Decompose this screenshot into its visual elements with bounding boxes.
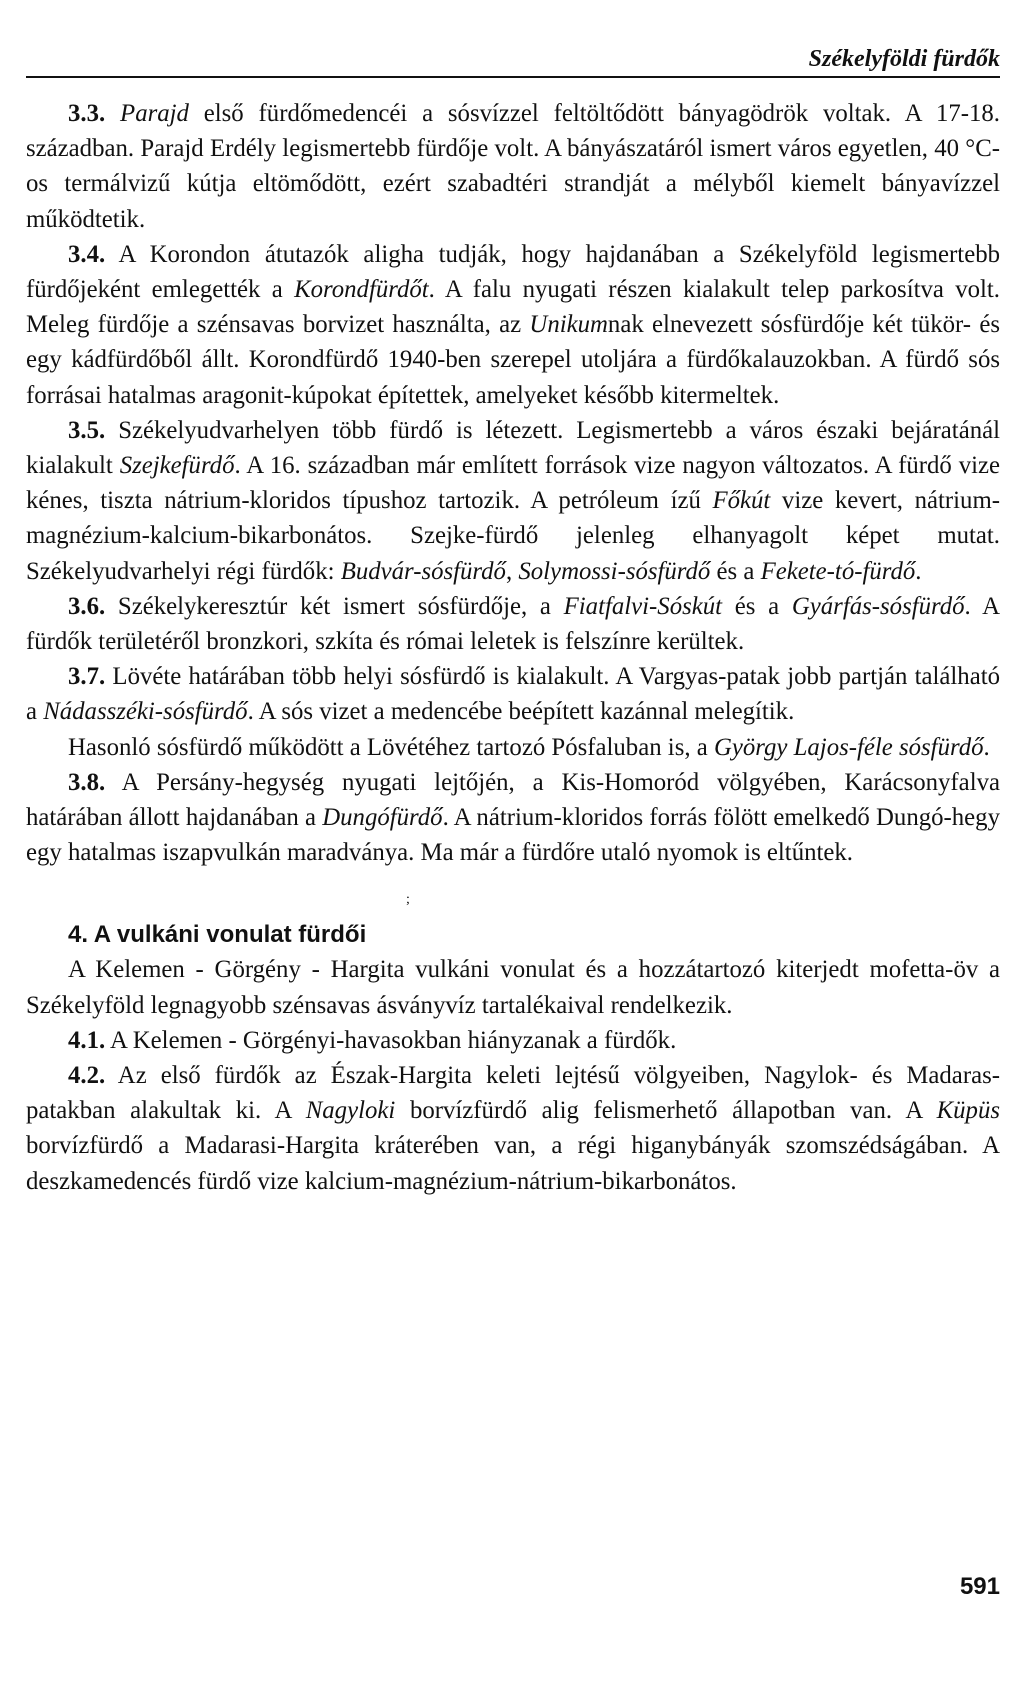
text-run: borvízfürdő alig felismerhető állapotban van. A [395,1097,937,1125]
running-title: Székelyföldi fürdők [808,46,1000,72]
italic-term: Gyárfás-sósfürdő [791,592,965,620]
stray-mark-glyph: ; [406,892,410,908]
text-run: Hasonló sósfürdő működött a Lövétéhez tartozó Pósfaluban is, a [68,733,714,761]
paragraph-number: 3.8. [68,768,106,796]
italic-term: Budvár-sósfürdő [340,557,506,585]
paragraph [26,1058,1000,1199]
paragraph-number: 3.5. [68,416,106,444]
italic-term: Fiatfalvi-Sóskút [563,592,723,620]
paragraph [26,413,1000,589]
italic-term: Főkút [712,487,771,515]
paragraph [26,765,1000,871]
text-run: . A 16. században már említett források vize nagyon változatos. A fürdő vize kénes, tiszta nátrium-kloridos típushoz tartozik. A petróleum ízű [26,452,1001,515]
paragraph [26,730,1000,765]
paragraph-number: 4.2. [68,1062,106,1090]
paragraph [26,237,1000,413]
paragraph [26,1023,1000,1058]
italic-term: Fekete-tó-fürdő [760,557,916,585]
text-run: Székelyudvarhelyen több fürdő is létezett. Legismertebb a város északi bejáratánál kialakult [26,416,1000,480]
paragraph-number: 4.1. [68,1026,106,1054]
paragraph [26,589,1000,659]
italic-term: Korondfürdőt [294,276,429,304]
italic-term: Dungófürdő [322,804,443,832]
italic-term: Szejkefürdő [119,452,235,480]
stray-mark [26,870,1000,918]
text-run: A Kelemen - Görgényi-havasokban hiányzanak a fürdők. [105,1026,677,1054]
sections-3 [26,96,1000,870]
text-run: és a [710,557,761,585]
page-number: 591 [959,1573,1000,1600]
page-header [26,38,1000,78]
text-run: , [505,557,519,585]
text-run: Az első fürdők az Észak-Hargita keleti lejtésű völgyeiben, Nagylok- és Madaras-patakban alakultak ki. A [26,1062,1000,1125]
sections-4 [26,1023,1000,1199]
paragraph [26,659,1000,729]
text-run: . [915,557,922,585]
text-run: . [983,733,990,761]
text-run: Székelykeresztúr két ismert sósfürdője, a [105,592,564,620]
text-run: borvízfürdő a Madarasi-Hargita kráterében van, a régi higanybányák szomszédságában. A deszkamedencés fürdő vize kalcium-magnézium-nátrium-bikarbonátos. [26,1132,1000,1195]
section-heading: 4. A vulkáni vonulat fürdői [68,921,367,949]
paragraph-number: 3.6. [68,592,106,620]
page-body [26,96,1000,1199]
paragraph [26,96,1000,237]
text-run: . A sós vizet a medencébe beépített kazánnal melegítik. [247,698,795,726]
italic-term: Küpüs [936,1097,1000,1125]
text-run: . A fürdők területéről bronzkori, szkíta és római leletek is felszínre kerültek. [26,592,1000,656]
italic-term: Unikum [529,311,608,339]
italic-term: Nádasszéki-sósfürdő [43,698,248,726]
text-run: nak elnevezett sósfürdője két tükör- és egy kádfürdőből állt. Korondfürdő 1940-ben szerepel utoljára a fürdőkalauzokban. A fürdő sós forrásai hatalmas aragonit-kúpokat építettek, amelyeket később kitermeltek. [26,311,1000,409]
italic-term: Solymossi-sósfürdő [518,557,711,585]
text-run: . A falu nyugati részen kialakult telep parkosítva volt. Meleg fürdője a szénsavas borvizet használta, az [26,276,1000,339]
text-run: . A nátrium-kloridos forrás fölött emelkedő Dungó-hegy egy hatalmas iszapvulkán maradványa. Ma már a fürdőre utaló nyomok is eltűntek. [26,804,1000,867]
text-run: és a [722,592,792,620]
italic-term: Nagyloki [305,1097,396,1125]
text-run: első fürdőmedencéi a sósvízzel feltöltődött bányagödrök voltak. A 17-18. században. Parajd Erdély legismertebb fürdője volt. A bányászatáról ismert város egyetlen, 40 °C-os termálvizű kútja eltömődött, ezért szabadtéri strandját a mélyből kiemelt bányavízzel működtetik. [26,100,1001,233]
section-intro: A Kelemen - Görgény - Hargita vulkáni vonulat és a hozzátartozó kiterjedt mofetta-öv a Székelyföld legnagyobb szénsavas ásványvíz tartalékaival rendelkezik. [26,956,1000,1019]
text-run [105,100,120,127]
text-run: A Korondon átutazók aligha tudják, hogy hajdanában a Székelyföld legismertebb fürdőjeként emlegették a [26,240,1000,304]
text-run: A Persány-hegység nyugati lejtőjén, a Kis-Homoród völgyében, Karácsonyfalva határában állott hajdanában a [26,768,1000,832]
italic-term: György Lajos-féle sósfürdő [713,733,984,761]
paragraph-number: 3.4. [68,240,106,268]
text-run: Lövéte határában több helyi sósfürdő is kialakult. A Vargyas-patak jobb partján található a [26,663,1000,726]
italic-term: Parajd [120,100,189,127]
paragraph-number: 3.7. [68,663,106,691]
text-run: vize kevert, nátrium-magnézium-kalcium-bikarbonátos. Szejke-fürdő jelenleg elhanyagolt képet mutat. Székelyudvarhelyi régi fürdők: [26,487,1000,585]
header-rule [26,76,1000,78]
paragraph-number: 3.3. [68,100,106,127]
